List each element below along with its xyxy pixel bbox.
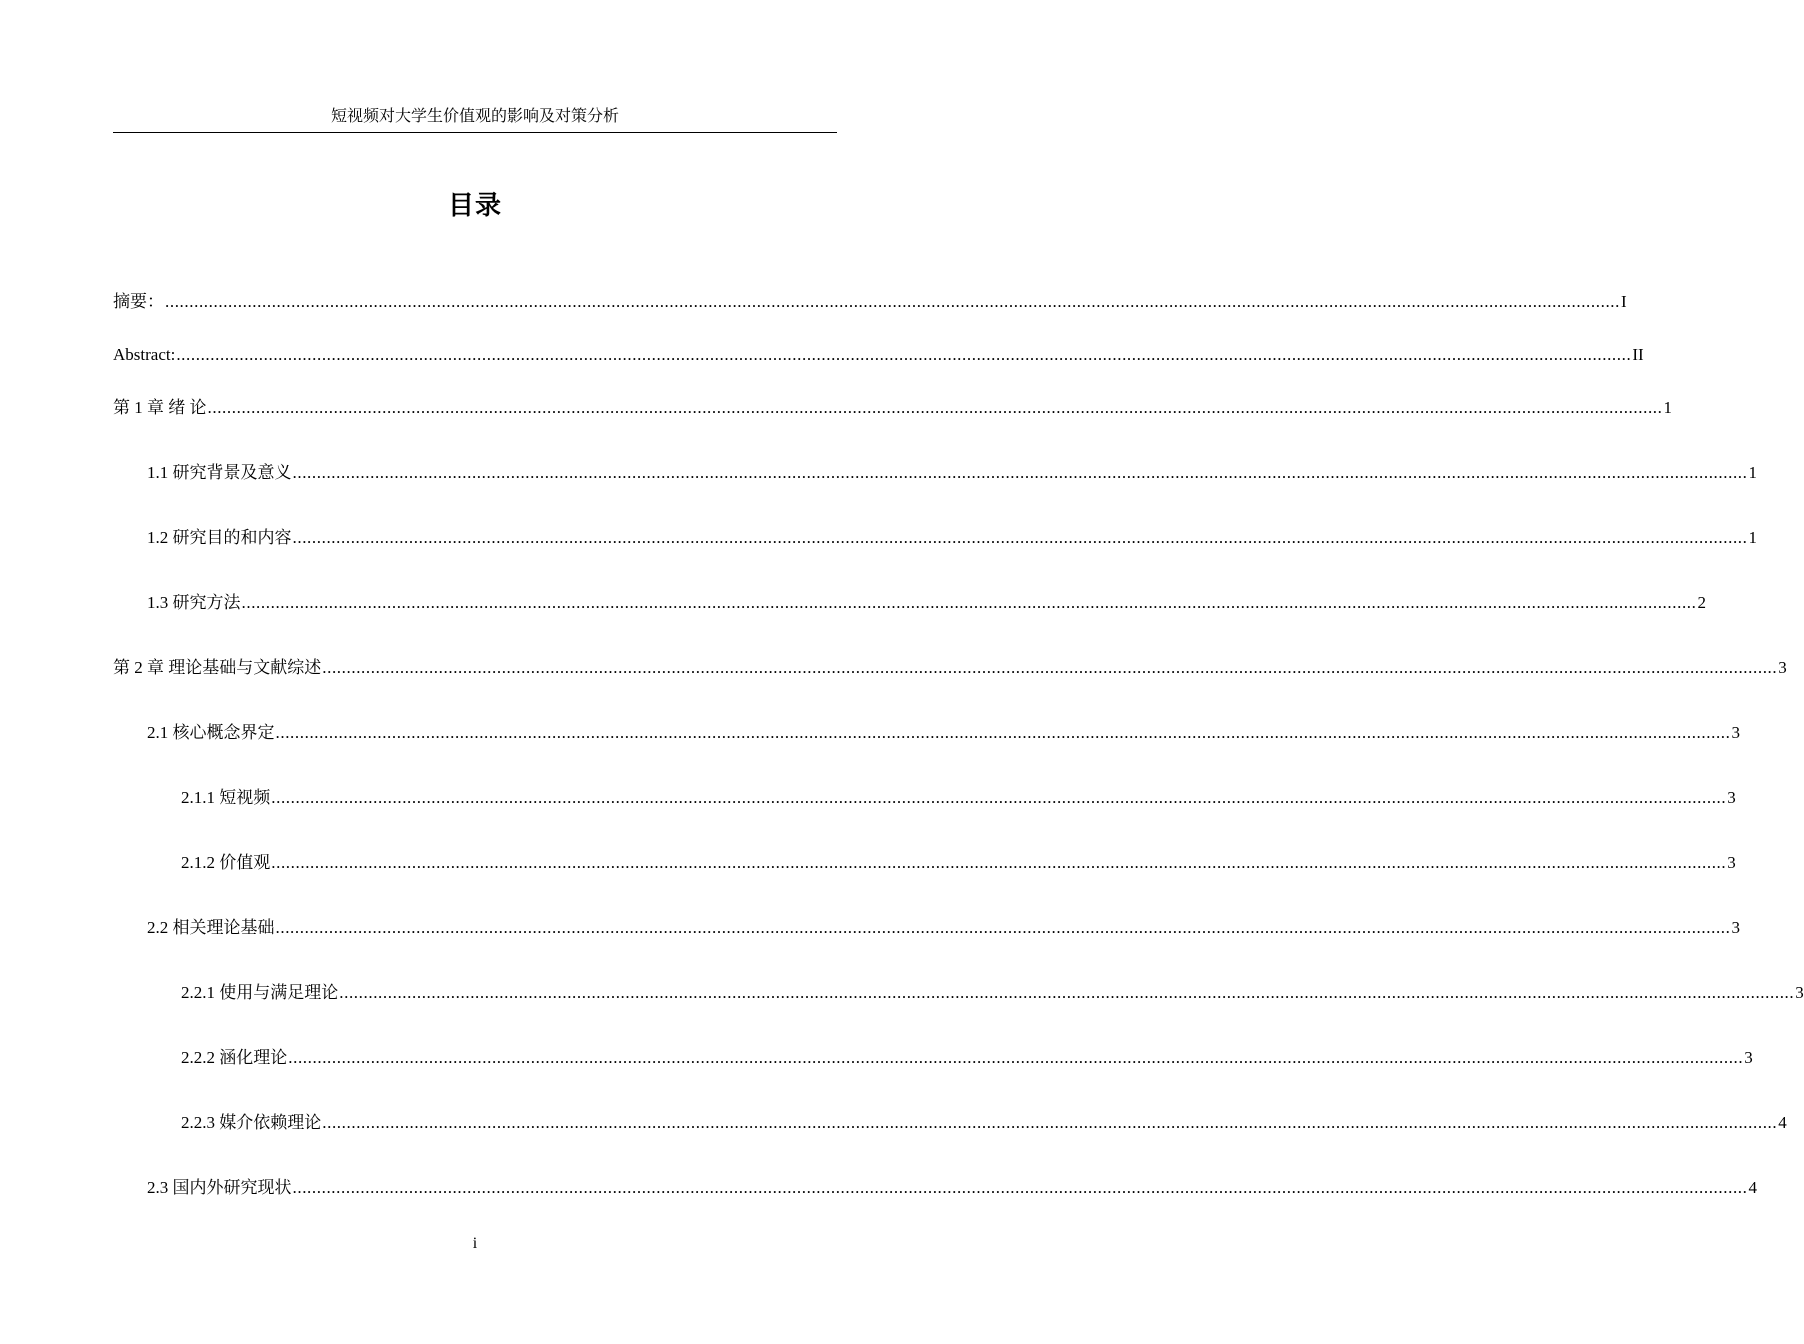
toc-entry-label: 2.1.2 价值观 — [181, 853, 271, 872]
toc-dot-leader: ............................................................................................................................................................................................................................................................................................................ — [207, 398, 1663, 417]
toc-dot-leader: ............................................................................................................................................................................................................................................................................................................ — [165, 292, 1620, 311]
toc-entry[interactable] — [181, 1109, 1787, 1135]
toc-entry[interactable] — [113, 288, 1627, 314]
toc-entry-page-number: 1 — [1663, 398, 1672, 417]
toc-dot-leader: ............................................................................................................................................................................................................................................................................................................ — [292, 1178, 1748, 1197]
toc-entry-page-number: 3 — [1727, 853, 1736, 872]
toc-entry-label: 2.1 核心概念界定 — [147, 723, 275, 742]
toc-dot-leader: ............................................................................................................................................................................................................................................................................................................ — [176, 345, 1632, 364]
toc-dot-leader: ............................................................................................................................................................................................................................................................................................................ — [271, 853, 1727, 872]
toc-entry-label: 2.2.2 涵化理论 — [181, 1048, 288, 1067]
toc-entry[interactable] — [181, 784, 1736, 810]
toc-entry-label: 1.3 研究方法 — [147, 593, 241, 612]
toc-title: 目录 — [447, 191, 502, 221]
toc-entry-page-number: 3 — [1778, 658, 1787, 677]
toc-entry-label: 2.2 相关理论基础 — [147, 918, 275, 937]
toc-entry-label: 2.1.1 短视频 — [181, 788, 271, 807]
toc-entry[interactable] — [147, 524, 1757, 550]
toc-entry-page-number: 3 — [1731, 723, 1740, 742]
toc-entry-label: 2.2.3 媒介依赖理论 — [181, 1113, 322, 1132]
toc-entry-page-number: II — [1632, 345, 1644, 364]
toc-dot-leader: ............................................................................................................................................................................................................................................................................................................ — [292, 528, 1748, 547]
toc-entry-label: Abstract: — [113, 345, 176, 364]
toc-entry-label: 1.2 研究目的和内容 — [147, 528, 292, 547]
toc-entry[interactable] — [147, 1174, 1757, 1200]
toc-dot-leader: ............................................................................................................................................................................................................................................................................................................ — [275, 918, 1731, 937]
toc-entry-page-number: 4 — [1748, 1178, 1757, 1197]
toc-entry[interactable] — [181, 1044, 1753, 1070]
toc-entry-label: 摘要： — [113, 292, 164, 311]
toc-entry-page-number: 3 — [1727, 788, 1736, 807]
toc-entry[interactable] — [181, 849, 1736, 875]
toc-entry-label: 第 2 章 理论基础与文献综述 — [113, 658, 322, 677]
toc-entry[interactable] — [147, 589, 1706, 615]
toc-entry-page-number: 4 — [1778, 1113, 1787, 1132]
toc-entry-label: 第 1 章 绪 论 — [113, 398, 207, 417]
toc-dot-leader: ............................................................................................................................................................................................................................................................................................................ — [322, 658, 1778, 677]
toc-entry-page-number: 1 — [1748, 528, 1757, 547]
toc-dot-leader: ............................................................................................................................................................................................................................................................................................................ — [322, 1113, 1778, 1132]
toc-dot-leader: ............................................................................................................................................................................................................................................................................................................ — [339, 983, 1795, 1002]
toc-dot-leader: ............................................................................................................................................................................................................................................................................................................ — [271, 788, 1727, 807]
page-number: i — [472, 1235, 478, 1252]
toc-entry-page-number: 2 — [1697, 593, 1706, 612]
toc-entry[interactable] — [181, 979, 1804, 1005]
toc-entry-label: 1.1 研究背景及意义 — [147, 463, 292, 482]
toc-dot-leader: ............................................................................................................................................................................................................................................................................................................ — [288, 1048, 1744, 1067]
toc-entry-label: 2.3 国内外研究现状 — [147, 1178, 292, 1197]
toc-entry[interactable] — [113, 654, 1787, 680]
toc-entry[interactable] — [147, 914, 1740, 940]
toc-entry[interactable] — [113, 341, 1644, 367]
toc-dot-leader: ............................................................................................................................................................................................................................................................................................................ — [292, 463, 1748, 482]
toc-entry[interactable] — [147, 719, 1740, 745]
toc-entry[interactable] — [147, 459, 1757, 485]
toc-entry-page-number: 3 — [1795, 983, 1804, 1002]
toc-entry[interactable] — [113, 394, 1672, 420]
toc-entry-page-number: 3 — [1744, 1048, 1753, 1067]
toc-dot-leader: ............................................................................................................................................................................................................................................................................................................ — [275, 723, 1731, 742]
toc-entry-page-number: 1 — [1748, 463, 1757, 482]
toc-entry-label: 2.2.1 使用与满足理论 — [181, 983, 339, 1002]
toc-entry-page-number: 3 — [1731, 918, 1740, 937]
toc-entry-page-number: I — [1621, 292, 1627, 311]
toc-dot-leader: ............................................................................................................................................................................................................................................................................................................ — [241, 593, 1697, 612]
running-header-title: 短视频对大学生价值观的影响及对策分析 — [330, 108, 619, 125]
